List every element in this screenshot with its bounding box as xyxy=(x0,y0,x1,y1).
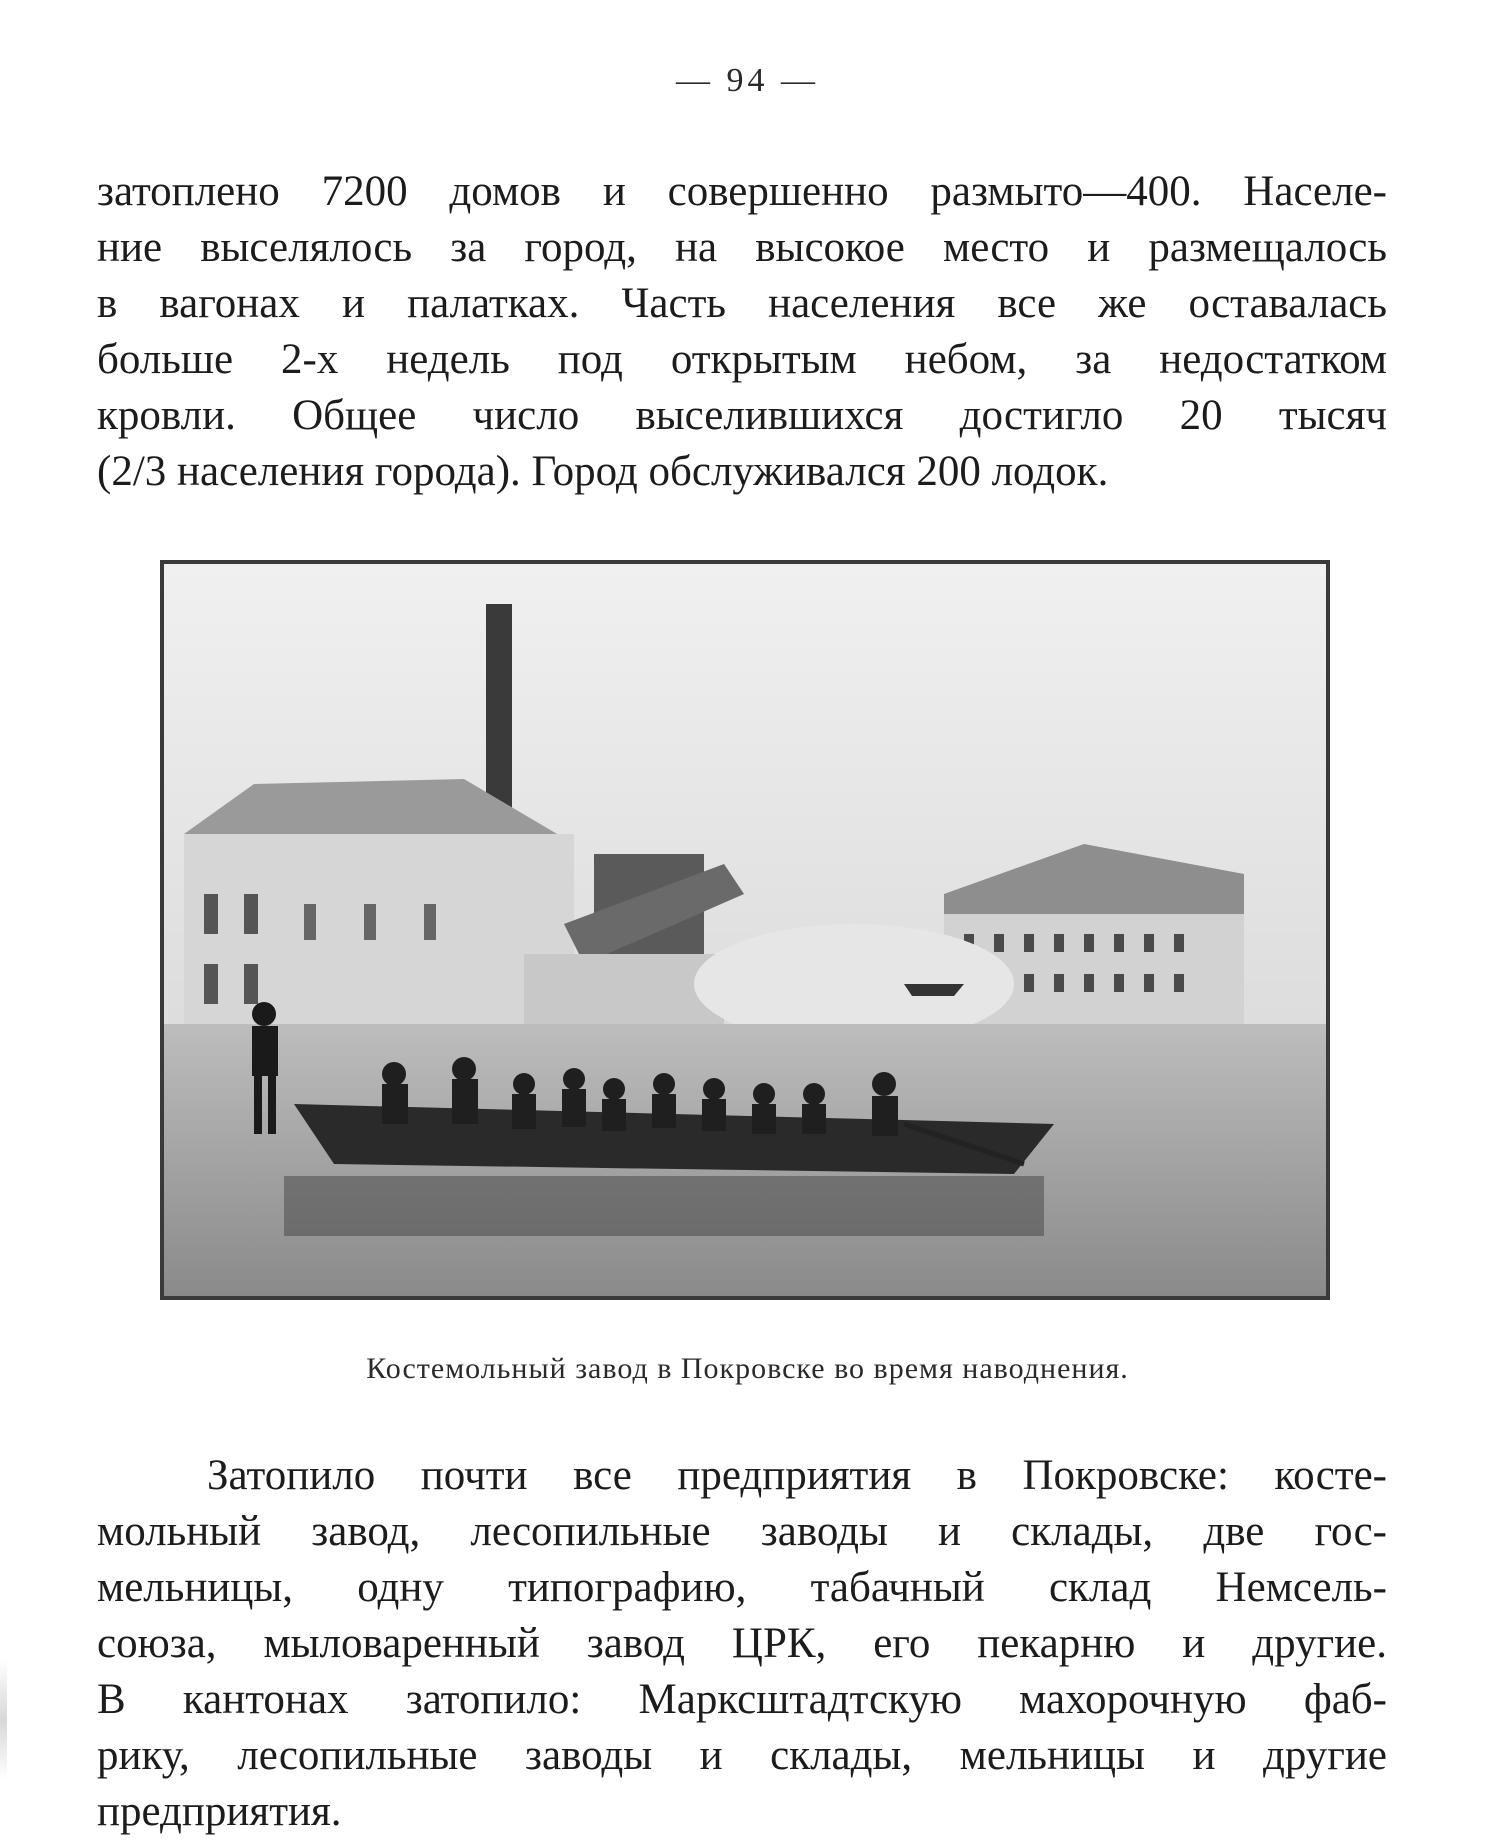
paragraph-line: затоплено 7200 домов и совершенно размыто—400. Населе- xyxy=(97,168,1387,215)
paragraph-line: кровли. Общее число выселившихся достигло 20 тысяч xyxy=(97,392,1387,439)
paragraph-line: (2/3 населения города). Город обслуживался 200 лодок. xyxy=(97,448,1109,495)
page-number: — 94 — xyxy=(676,62,819,99)
paragraph-line: мельницы, одну типографию, табачный склад Немсель- xyxy=(97,1564,1387,1611)
paragraph-top xyxy=(97,164,1387,500)
page-edge-shadow xyxy=(0,1660,7,1780)
paragraph-bottom xyxy=(97,1448,1387,1840)
paragraph-line: предприятия. xyxy=(97,1788,342,1835)
paragraph-line: больше 2-х недель под открытым небом, за недостатком xyxy=(97,336,1387,383)
figure-caption: Костемольный завод в Покровске во время наводнения. xyxy=(366,1352,1129,1385)
paragraph-line: мольный завод, лесопильные заводы и склады, две гос- xyxy=(97,1508,1387,1555)
paragraph-line: в вагонах и палатках. Часть населения все же оставалась xyxy=(97,280,1387,327)
paragraph-line: Затопило почти все предприятия в Покровске: косте- xyxy=(207,1452,1387,1499)
paragraph-line: рику, лесопильные заводы и склады, мельницы и другие xyxy=(97,1732,1387,1779)
paragraph-line: союза, мыловаренный завод ЦРК, его пекарню и другие. xyxy=(97,1620,1387,1667)
flooded-factory-photo xyxy=(160,560,1330,1300)
paragraph-line: ние выселялось за город, на высокое место и размещалось xyxy=(97,224,1387,271)
paragraph-line: В кантонах затопило: Марксштадтскую махорочную фаб- xyxy=(97,1676,1387,1723)
